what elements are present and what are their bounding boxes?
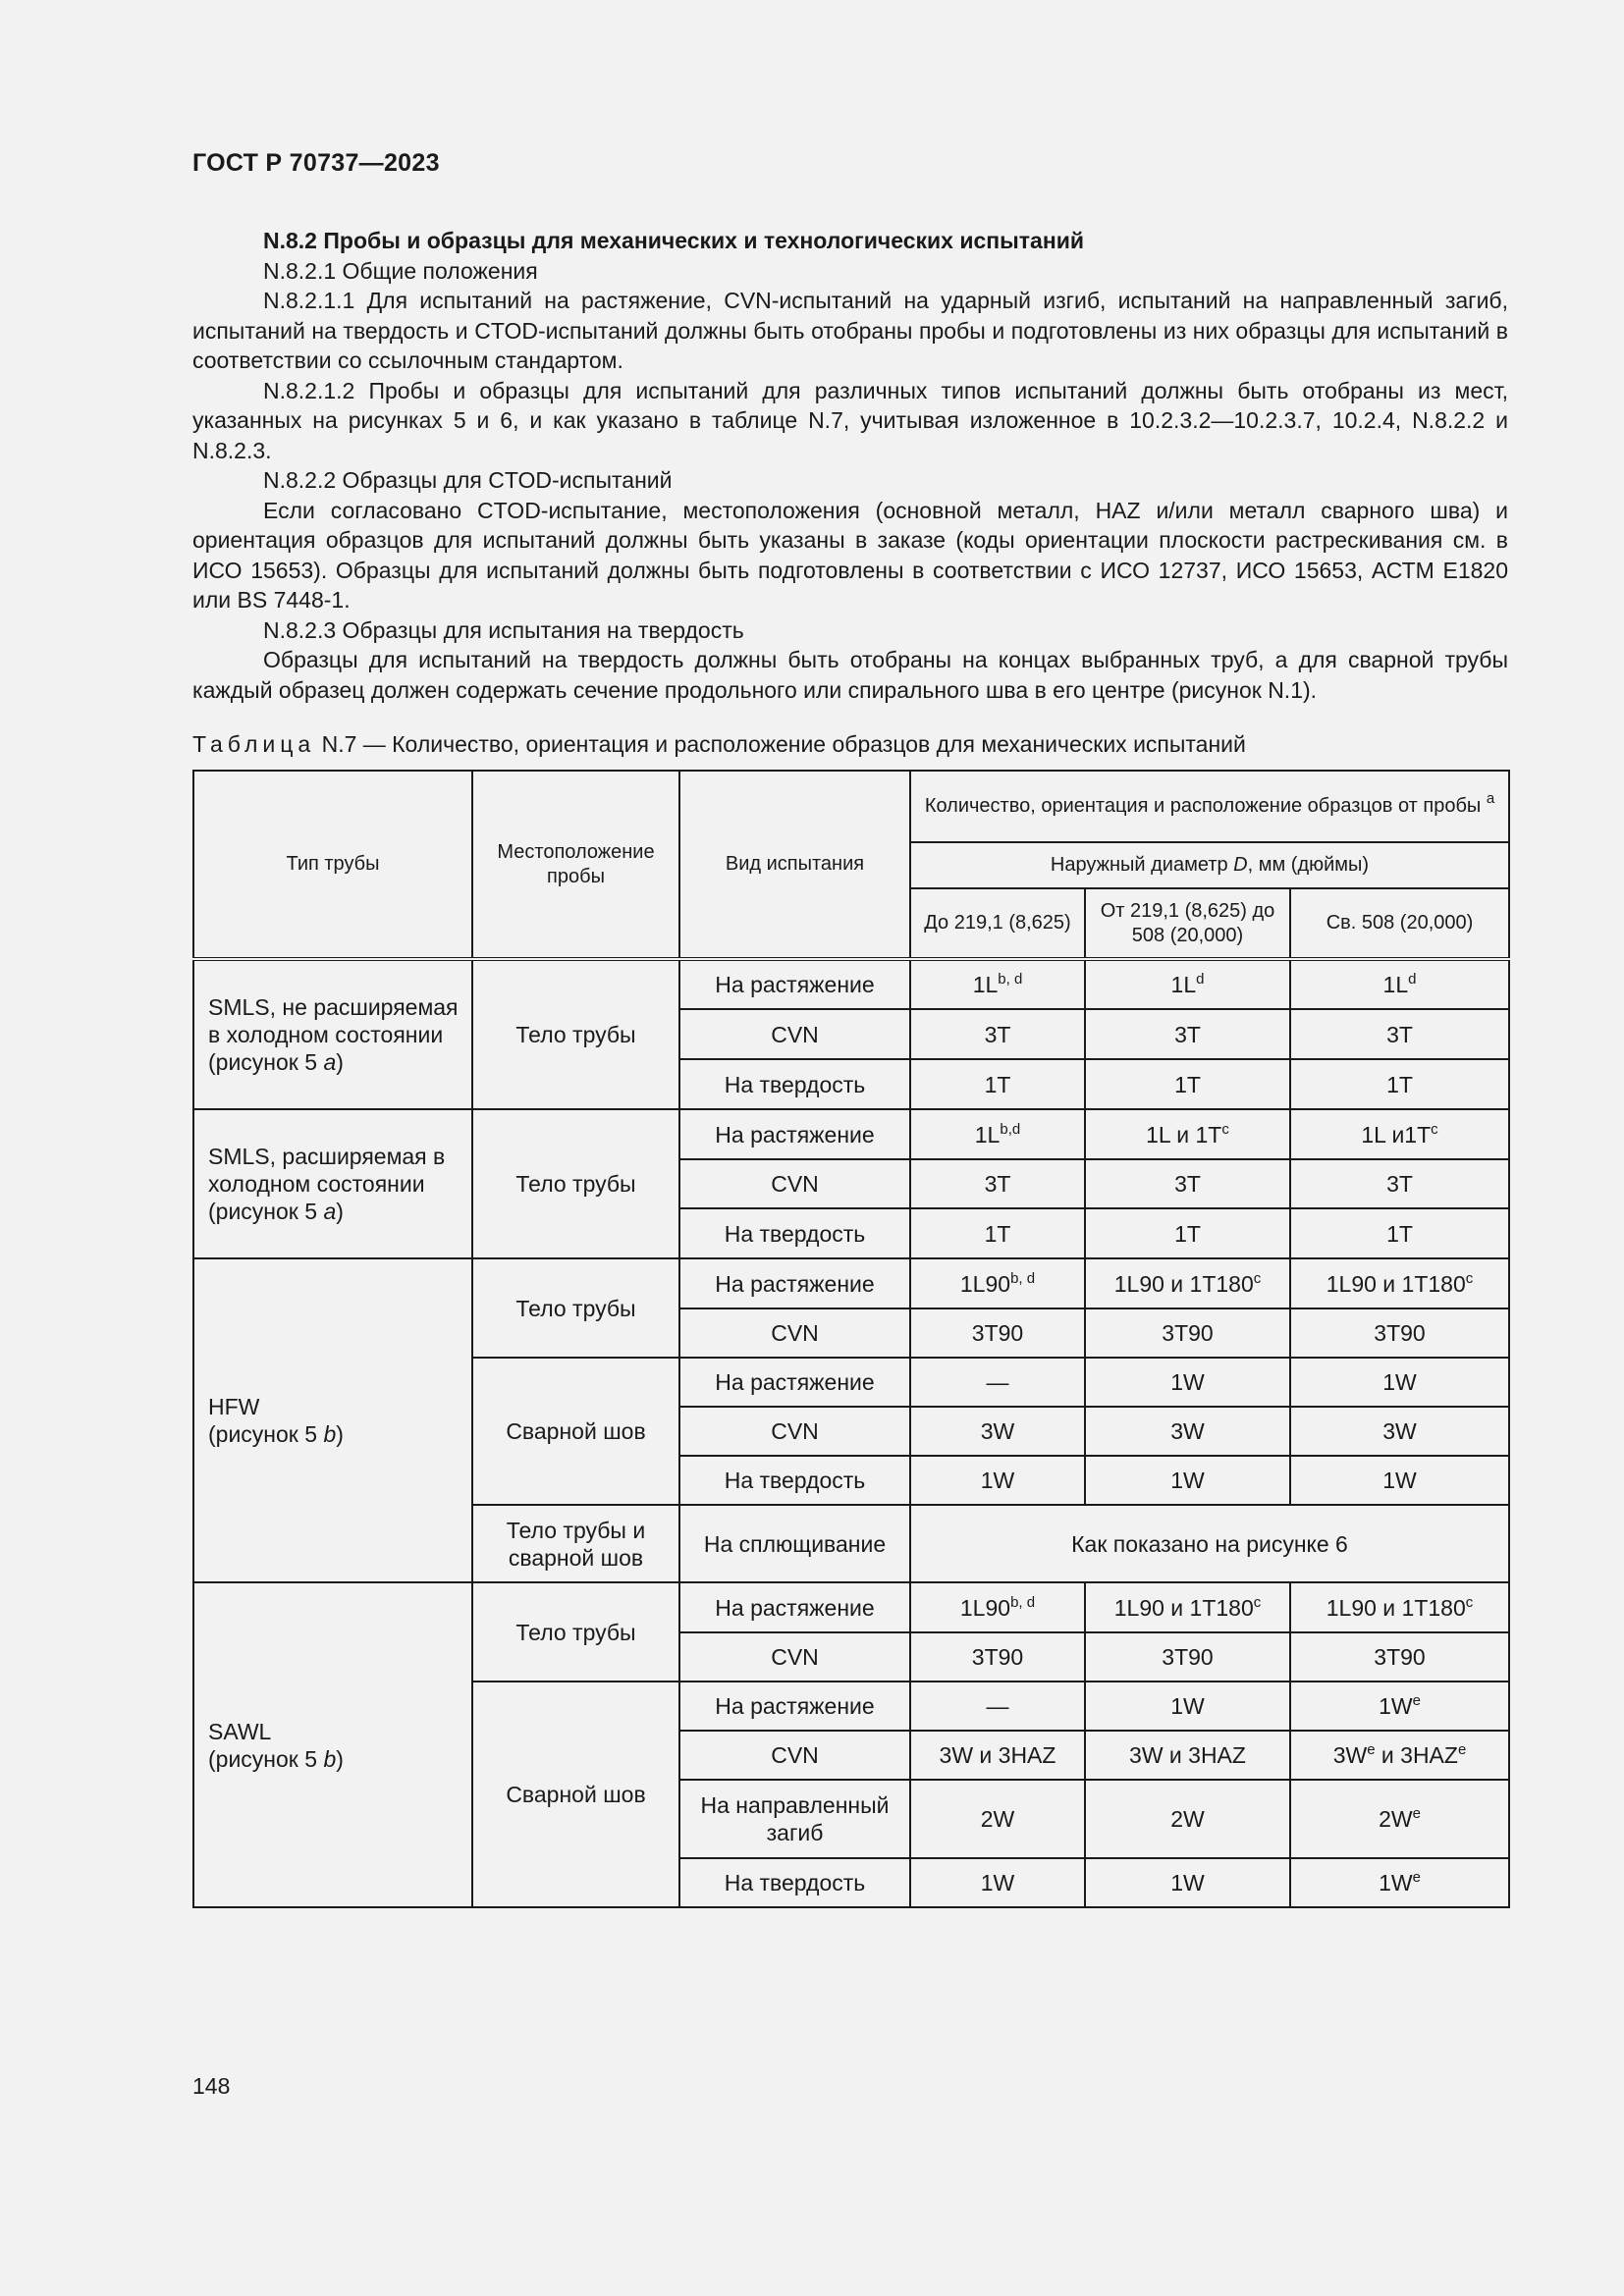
header-col-3: Св. 508 (20,000) <box>1290 888 1509 959</box>
test-cell: CVN <box>679 1159 910 1208</box>
test-cell: На растяжение <box>679 1682 910 1731</box>
test-cell: На растяжение <box>679 1258 910 1308</box>
test-cell: На твердость <box>679 1456 910 1505</box>
table-row <box>193 1109 1509 1159</box>
value-cell: 3T <box>1290 1009 1509 1059</box>
value-cell: 3W <box>1085 1407 1290 1456</box>
test-cell: На твердость <box>679 1208 910 1258</box>
value-cell: 3T90 <box>1290 1308 1509 1358</box>
test-cell: На растяжение <box>679 1358 910 1407</box>
test-cell: CVN <box>679 1308 910 1358</box>
value-cell: 1L90 и 1T180$^c$ <box>1085 1582 1290 1632</box>
table-caption-text: N.7 — Количество, ориентация и расположение образцов для механических испытаний <box>321 731 1246 757</box>
value-cell: 3W <box>1290 1407 1509 1456</box>
value-cell: 3W <box>910 1407 1085 1456</box>
value-cell: 1W <box>1290 1456 1509 1505</box>
value-cell: 1L90 и 1T180$^c$ <box>1085 1258 1290 1308</box>
location-cell: Тело трубы <box>472 1258 679 1358</box>
value-cell: 3W и 3HAZ <box>1085 1731 1290 1780</box>
location-cell: Сварной шов <box>472 1358 679 1505</box>
header-col-2: От 219,1 (8,625) до 508 (20,000) <box>1085 888 1290 959</box>
value-cell: 1L и $1T^c$ <box>1085 1109 1290 1159</box>
table-row <box>193 959 1509 1009</box>
value-cell: 3T90 <box>1085 1308 1290 1358</box>
header-group: Количество, ориентация и расположение образцов от пробы $^a$ <box>910 771 1509 842</box>
value-cell: 3T <box>1290 1159 1509 1208</box>
header-location: Местоположение пробы <box>472 771 679 959</box>
value-cell: 1T <box>1290 1208 1509 1258</box>
body-text <box>192 226 1508 705</box>
test-cell: На растяжение <box>679 1582 910 1632</box>
value-cell: 1T <box>1085 1208 1290 1258</box>
value-cell: 1W <box>1085 1858 1290 1907</box>
value-cell: 1T <box>910 1208 1085 1258</box>
location-cell: Тело трубы и сварной шов <box>472 1505 679 1582</box>
test-cell: CVN <box>679 1731 910 1780</box>
paragraph: N.8.2.3 Образцы для испытания на твердость <box>263 616 744 643</box>
value-cell: 1W <box>910 1858 1085 1907</box>
value-cell: 3T90 <box>1290 1632 1509 1682</box>
value-cell: — <box>910 1358 1085 1407</box>
test-cell: На растяжение <box>679 1109 910 1159</box>
header-diameter: Наружный диаметр D, мм (дюймы) <box>910 842 1509 888</box>
value-cell: 3T <box>910 1159 1085 1208</box>
value-cell: 1L90 и 1T180$^c$ <box>1290 1582 1509 1632</box>
header-test-type: Вид испытания <box>679 771 910 959</box>
table-caption <box>192 729 1246 759</box>
paragraph: N.8.2.2 Образцы для CTOD-испытаний <box>263 467 673 493</box>
value-cell: 1W <box>1085 1456 1290 1505</box>
value-cell: 3T90 <box>910 1632 1085 1682</box>
test-cell: На направленный загиб <box>679 1780 910 1858</box>
value-cell: 1L $и1T^c$ <box>1290 1109 1509 1159</box>
value-cell: 2W <box>910 1780 1085 1858</box>
value-cell: 1W <box>910 1456 1085 1505</box>
value-cell: 1W <box>1085 1358 1290 1407</box>
value-cell: 3T <box>910 1009 1085 1059</box>
value-cell: 3T <box>1085 1159 1290 1208</box>
paragraph: Если согласовано CTOD-испытание, местоположения (основной металл, HAZ и/или металл сварного шва) и ориентация образцов для испытаний должны быть указаны в заказе (коды ориентации плоскости растрескивания см. в ИСО 15653). Образцы для испытаний должны быть подготовлены в соответствии с ИСО 12737, ИСО 15653, АСТМ Е1820 или BS 7448-1. <box>192 497 1508 613</box>
test-cell: На растяжение <box>679 959 910 1009</box>
value-cell: $1L^d$ <box>1290 959 1509 1009</box>
value-cell: 1L90$^{b, d}$ <box>910 1582 1085 1632</box>
value-cell: $1W^e$ <box>1290 1682 1509 1731</box>
value-cell: — <box>910 1682 1085 1731</box>
table-row <box>193 1258 1509 1308</box>
location-cell: Тело трубы <box>472 959 679 1109</box>
location-cell: Сварной шов <box>472 1682 679 1907</box>
pipe-type-cell: HFW (рисунок 5 b) <box>193 1258 472 1582</box>
value-cell: 2W <box>1085 1780 1290 1858</box>
paragraph: N.8.2.1.2 Пробы и образцы для испытаний для различных типов испытаний должны быть отобраны из мест, указанных на рисунках 5 и 6, и как указано в таблице N.7, учитывая изложенное в 10.2.3.2—10.2.3.7, 10.2.4, N.8.2.2 и N.8.2.3. <box>192 377 1508 463</box>
value-cell: 1W <box>1290 1358 1509 1407</box>
paragraph: Образцы для испытаний на твердость должны быть отобраны на концах выбранных труб, а для сварной трубы каждый образец должен содержать сечение продольного или спирального шва в его центре (рисунок N.1). <box>192 647 1508 703</box>
pipe-type-cell: SMLS, расширяемая в холодном состоянии (рисунок 5 a) <box>193 1109 472 1258</box>
location-cell: Тело трубы <box>472 1582 679 1682</box>
test-cell: CVN <box>679 1632 910 1682</box>
test-cell: CVN <box>679 1407 910 1456</box>
test-cell: На твердость <box>679 1059 910 1109</box>
test-cell: На твердость <box>679 1858 910 1907</box>
value-cell: $1L^d$ <box>1085 959 1290 1009</box>
value-cell: 1T <box>1290 1059 1509 1109</box>
value-cell: 1L90$^{b, d}$ <box>910 1258 1085 1308</box>
value-cell: $1L^{b, d}$ <box>910 959 1085 1009</box>
value-cell: $3W^e$ и 3HAZ$^e$ <box>1290 1731 1509 1780</box>
value-cell: 3T90 <box>1085 1632 1290 1682</box>
table-row <box>193 1582 1509 1632</box>
specimen-table <box>192 770 1510 1908</box>
footnote-mark: a <box>1486 790 1495 807</box>
page-number: 148 <box>192 2073 231 2099</box>
value-cell: 3W и 3HAZ <box>910 1731 1085 1780</box>
paragraph: N.8.2.1 Общие положения <box>263 257 538 284</box>
test-cell: На сплющивание <box>679 1505 910 1582</box>
value-cell: Как показано на рисунке 6 <box>910 1505 1509 1582</box>
value-cell: 1T <box>910 1059 1085 1109</box>
value-cell: $2W^e$ <box>1290 1780 1509 1858</box>
value-cell: 3T <box>1085 1009 1290 1059</box>
value-cell: $1L^{b,d}$ <box>910 1109 1085 1159</box>
value-cell: $1W^e$ <box>1290 1858 1509 1907</box>
document-header: ГОСТ Р 70737—2023 <box>192 149 440 177</box>
test-cell: CVN <box>679 1009 910 1059</box>
value-cell: 1W <box>1085 1682 1290 1731</box>
location-cell: Тело трубы <box>472 1109 679 1258</box>
value-cell: 1T <box>1085 1059 1290 1109</box>
paragraph: N.8.2.1.1 Для испытаний на растяжение, CVN-испытаний на ударный изгиб, испытаний на направленный загиб, испытаний на твердость и CTOD-испытаний должны быть отобраны пробы и подготовлены из них образцы для испытаний в соответствии со ссылочным стандартом. <box>192 288 1508 373</box>
value-cell: 1L90 и 1T180$^c$ <box>1290 1258 1509 1308</box>
value-cell: 3T90 <box>910 1308 1085 1358</box>
header-col-1: До 219,1 (8,625) <box>910 888 1085 959</box>
section-heading: N.8.2 Пробы и образцы для механических и технологических испытаний <box>263 228 1085 253</box>
pipe-type-cell: SAWL (рисунок 5 b) <box>193 1582 472 1907</box>
header-pipe-type: Тип трубы <box>193 771 472 959</box>
pipe-type-cell: SMLS, не расширяемая в холодном состоянии (рисунок 5 a) <box>193 959 472 1109</box>
table-caption-label: Таблица <box>192 731 316 757</box>
